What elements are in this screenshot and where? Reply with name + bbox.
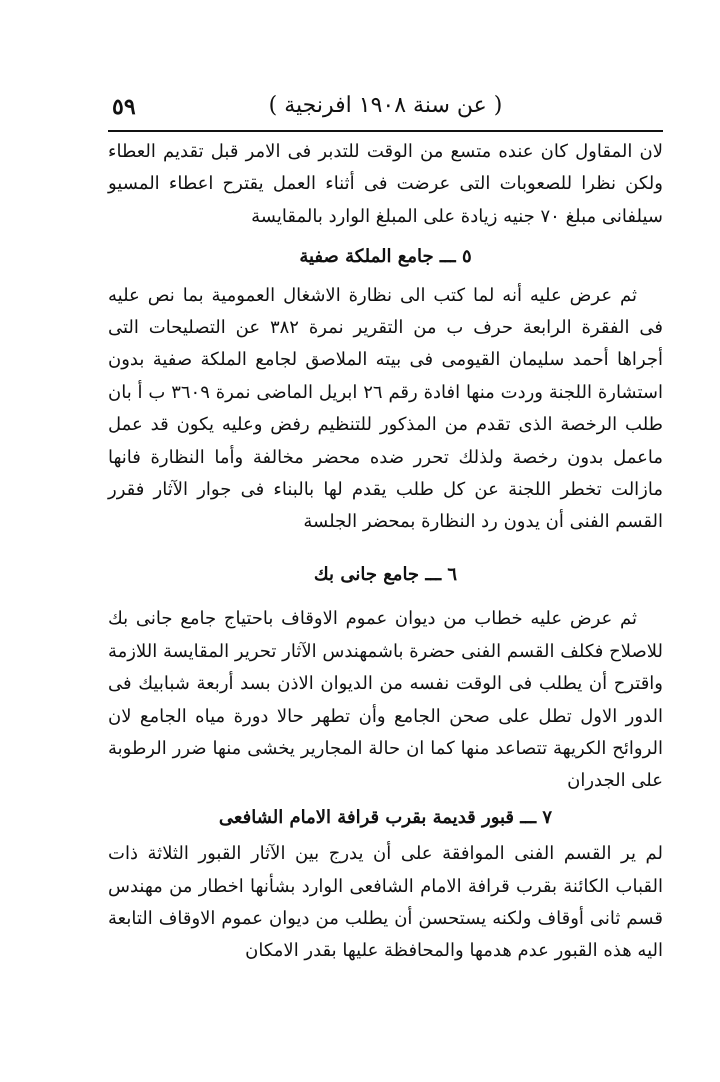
page-body [108, 132, 663, 968]
paragraph-contractor-payment: لان المقاول كان عنده متسع من الوقت للتدبر فى الامر قبل تقديم العطاء ولكن نظرا للصعوبات التى عرضت فى أثناء العمل يقترح اعطاء المسيو سيلفانى مبلغ ٧٠ جنيه زيادة على المبلغ الوارد بالمقايسة [108, 141, 663, 227]
document-page [108, 80, 663, 968]
paragraph-queen-safiya-mosque: ثم عرض عليه أنه لما كتب الى نظارة الاشغال العمومية بما نص عليه فى الفقرة الرابعة حرف ب من التقرير نمرة ٣٨٢ عن التصليحات التى أجراها أحمد سليمان القيومى فى بيته الملاصق لجامع الملكة صفية بدون استشارة اللجنة وردت منها افادة رقم ٢٦ ابريل الماضى نمرة ٣٦٠٩ ب أ بان طلب الرخصة الذى تقدم من المذكور للتنظيم رفض وعليه يكون قد عمل ماعمل بدون رخصة ولذلك تحرر ضده محضر مخالفة وأما النظارة فانها مازالت تخطر اللجنة عن كل طلب يقدم لها بالبناء فى جوار الآثار فقرر القسم الفنى أن يدون رد النظارة بمحضر الجلسة [108, 284, 663, 533]
paragraph-jani-bek-mosque: ثم عرض عليه خطاب من ديوان عموم الاوقاف باحتياج جامع جانى بك للاصلاح فكلف القسم الفنى حضرة باشمهندس الآثار تحرير المقايسة اللازمة واقترح أن يطلب فى الوقت نفسه من الديوان الاذن بسد أربعة شبابيك فى الدور الاول تطل على صحن الجامع وأن تطهر حالا دورة مياه الجامع لان الروائح الكريهة تتصاعد منها كما ان حالة المجارير يخشى منها ضرر الرطوبة على الجدران [108, 608, 663, 792]
page-number: ٥٩ [112, 94, 136, 120]
running-header [108, 80, 663, 132]
paragraph-old-tombs: لم ير القسم الفنى الموافقة على أن يدرج بين الآثار القبور الثلاثة ذات القباب الكائنة بقرب قرافة الامام الشافعى الوارد بشأنها اخطار من مهندس قسم ثانى أوقاف ولكنه يستحسن أن يطلب من ديوان عموم الاوقاف التابعة اليه هذه القبور عدم هدمها والمحافظة عليها بقدر الامكان [108, 843, 663, 962]
section-heading-old-tombs: ٧ ـــ قبور قديمة بقرب قرافة الامام الشافعى [218, 806, 553, 828]
header-title: ( عن سنة ١٩٠٨ افرنجية ) [268, 93, 503, 118]
section-heading-queen-safiya-mosque: ٥ ـــ جامع الملكة صفية [299, 246, 472, 268]
section-heading-jani-bek-mosque: ٦ ـــ جامع جانى بك [313, 563, 458, 585]
